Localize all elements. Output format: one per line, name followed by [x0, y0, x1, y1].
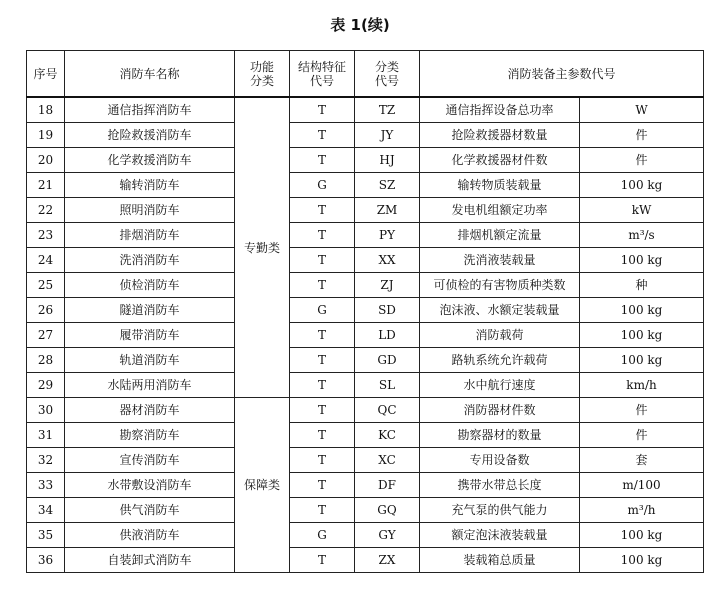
cell-param-unit: 100 kg [580, 523, 704, 548]
cell-struct-code: T [290, 248, 355, 273]
header-row [27, 51, 704, 98]
cell-struct-code: T [290, 323, 355, 348]
cell-class-code: GQ [355, 498, 420, 523]
table-title: 表 1(续) [330, 16, 390, 34]
cell-struct-code: T [290, 273, 355, 298]
cell-param-unit: W [580, 97, 704, 123]
header-main-param: 消防装备主参数代号 [420, 51, 704, 98]
cell-param-unit: 套 [580, 448, 704, 473]
table-row [27, 298, 704, 323]
cell-param-unit: 种 [580, 273, 704, 298]
cell-class-code: XX [355, 248, 420, 273]
cell-seq: 29 [27, 373, 65, 398]
table-row [27, 173, 704, 198]
cell-struct-code: T [290, 548, 355, 573]
cell-seq: 35 [27, 523, 65, 548]
table-row [27, 523, 704, 548]
header-function [235, 51, 290, 98]
cell-struct-code: T [290, 148, 355, 173]
cell-seq: 25 [27, 273, 65, 298]
table-body [27, 97, 704, 573]
cell-class-code: SZ [355, 173, 420, 198]
table-row [27, 248, 704, 273]
cell-struct-code: T [290, 348, 355, 373]
header-seq: 序号 [27, 51, 65, 98]
cell-class-code: PY [355, 223, 420, 248]
header-function-line1: 功能 [249, 59, 274, 74]
table-row [27, 223, 704, 248]
cell-param-unit: m/100 [580, 473, 704, 498]
cell-seq: 31 [27, 423, 65, 448]
cell-class-code: TZ [355, 97, 420, 123]
cell-seq: 20 [27, 148, 65, 173]
cell-name: 履带消防车 [65, 323, 235, 348]
cell-name: 抢险救援消防车 [65, 123, 235, 148]
cell-seq: 19 [27, 123, 65, 148]
cell-param-name: 排烟机额定流量 [420, 223, 580, 248]
cell-struct-code: G [290, 523, 355, 548]
cell-class-code: ZM [355, 198, 420, 223]
cell-param-unit: 件 [580, 123, 704, 148]
cell-struct-code: T [290, 97, 355, 123]
cell-class-code: SD [355, 298, 420, 323]
cell-struct-code: G [290, 173, 355, 198]
cell-name: 水带敷设消防车 [65, 473, 235, 498]
table-row [27, 548, 704, 573]
cell-struct-code: T [290, 498, 355, 523]
cell-struct-code: T [290, 398, 355, 423]
header-class-line1: 分类 [374, 59, 399, 74]
header-function-line2: 分类 [249, 73, 274, 88]
cell-seq: 24 [27, 248, 65, 273]
cell-param-unit: 100 kg [580, 323, 704, 348]
cell-class-code: SL [355, 373, 420, 398]
cell-name: 轨道消防车 [65, 348, 235, 373]
cell-param-name: 消防载荷 [420, 323, 580, 348]
cell-param-name: 通信指挥设备总功率 [420, 97, 580, 123]
cell-param-unit: 100 kg [580, 548, 704, 573]
cell-struct-code: T [290, 423, 355, 448]
cell-class-code: ZX [355, 548, 420, 573]
cell-seq: 32 [27, 448, 65, 473]
cell-name: 侦检消防车 [65, 273, 235, 298]
cell-name: 器材消防车 [65, 398, 235, 423]
table-row [27, 123, 704, 148]
cell-class-code: QC [355, 398, 420, 423]
cell-seq: 27 [27, 323, 65, 348]
cell-name: 通信指挥消防车 [65, 97, 235, 123]
cell-struct-code: T [290, 473, 355, 498]
table-row [27, 198, 704, 223]
cell-name: 隧道消防车 [65, 298, 235, 323]
cell-class-code: JY [355, 123, 420, 148]
cell-struct-code: G [290, 298, 355, 323]
cell-param-unit: 件 [580, 423, 704, 448]
cell-param-name: 消防器材件数 [420, 398, 580, 423]
cell-param-unit: m³/h [580, 498, 704, 523]
table-row [27, 273, 704, 298]
cell-param-name: 泡沫液、水额定装载量 [420, 298, 580, 323]
cell-param-name: 额定泡沫液装载量 [420, 523, 580, 548]
cell-seq: 34 [27, 498, 65, 523]
cell-seq: 36 [27, 548, 65, 573]
header-struct-code [290, 51, 355, 98]
cell-param-unit: kW [580, 198, 704, 223]
cell-name: 宣传消防车 [65, 448, 235, 473]
header-name: 消防车名称 [65, 51, 235, 98]
cell-seq: 30 [27, 398, 65, 423]
cell-param-name: 抢险救援器材数量 [420, 123, 580, 148]
cell-param-name: 勘察器材的数量 [420, 423, 580, 448]
header-struct-line2: 代号 [309, 73, 334, 88]
cell-param-unit: 件 [580, 148, 704, 173]
cell-seq: 26 [27, 298, 65, 323]
cell-name: 照明消防车 [65, 198, 235, 223]
header-struct-line1: 结构特征 [297, 59, 346, 74]
cell-seq: 33 [27, 473, 65, 498]
cell-param-name: 携带水带总长度 [420, 473, 580, 498]
cell-struct-code: T [290, 123, 355, 148]
table-row [27, 498, 704, 523]
table-row [27, 148, 704, 173]
cell-param-name: 装载箱总质量 [420, 548, 580, 573]
header-class-line2: 代号 [374, 73, 399, 88]
table-row [27, 97, 704, 123]
cell-class-code: LD [355, 323, 420, 348]
cell-param-unit: km/h [580, 373, 704, 398]
cell-param-name: 输转物质装载量 [420, 173, 580, 198]
cell-struct-code: T [290, 223, 355, 248]
cell-class-code: ZJ [355, 273, 420, 298]
cell-name: 供气消防车 [65, 498, 235, 523]
cell-param-name: 可侦检的有害物质种类数 [420, 273, 580, 298]
cell-name: 洗消消防车 [65, 248, 235, 273]
table-row [27, 323, 704, 348]
table-row [27, 398, 704, 423]
cell-name: 供液消防车 [65, 523, 235, 548]
table-row [27, 373, 704, 398]
cell-param-name: 化学救援器材件数 [420, 148, 580, 173]
cell-param-name: 路轨系统允许载荷 [420, 348, 580, 373]
cell-function-class: 专勤类 [235, 97, 290, 398]
cell-class-code: GY [355, 523, 420, 548]
cell-struct-code: T [290, 198, 355, 223]
cell-param-name: 洗消液装载量 [420, 248, 580, 273]
cell-param-name: 水中航行速度 [420, 373, 580, 398]
cell-name: 排烟消防车 [65, 223, 235, 248]
cell-struct-code: T [290, 373, 355, 398]
cell-seq: 21 [27, 173, 65, 198]
cell-name: 自装卸式消防车 [65, 548, 235, 573]
cell-seq: 28 [27, 348, 65, 373]
cell-param-name: 充气泵的供气能力 [420, 498, 580, 523]
cell-class-code: GD [355, 348, 420, 373]
cell-name: 化学救援消防车 [65, 148, 235, 173]
cell-name: 输转消防车 [65, 173, 235, 198]
cell-param-unit: 100 kg [580, 298, 704, 323]
cell-seq: 23 [27, 223, 65, 248]
cell-param-unit: 100 kg [580, 348, 704, 373]
cell-seq: 18 [27, 97, 65, 123]
cell-param-unit: m³/s [580, 223, 704, 248]
cell-class-code: DF [355, 473, 420, 498]
header-class-code [355, 51, 420, 98]
cell-param-name: 专用设备数 [420, 448, 580, 473]
cell-name: 水陆两用消防车 [65, 373, 235, 398]
cell-seq: 22 [27, 198, 65, 223]
cell-param-name: 发电机组额定功率 [420, 198, 580, 223]
cell-param-unit: 100 kg [580, 248, 704, 273]
cell-class-code: HJ [355, 148, 420, 173]
cell-class-code: XC [355, 448, 420, 473]
cell-struct-code: T [290, 448, 355, 473]
cell-function-class: 保障类 [235, 398, 290, 573]
cell-name: 勘察消防车 [65, 423, 235, 448]
cell-class-code: KC [355, 423, 420, 448]
table-row [27, 423, 704, 448]
table-row [27, 473, 704, 498]
table-row [27, 448, 704, 473]
fire-truck-code-table [26, 50, 704, 573]
table-row [27, 348, 704, 373]
cell-param-unit: 100 kg [580, 173, 704, 198]
cell-param-unit: 件 [580, 398, 704, 423]
